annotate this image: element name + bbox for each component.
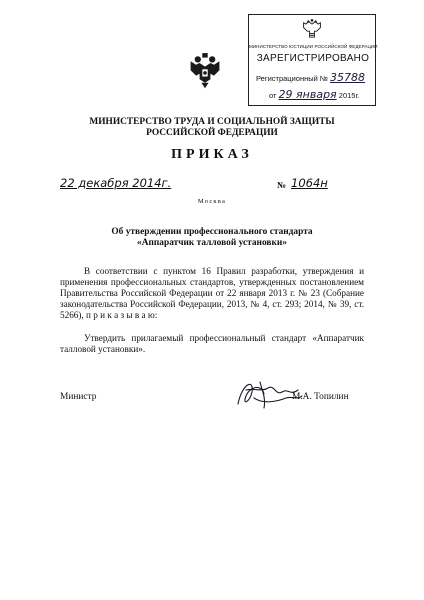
double-headed-eagle-icon [300, 18, 324, 42]
stamp-date-prefix: от [269, 91, 277, 100]
order-title [60, 227, 364, 249]
stamp-ministry-name: МИНИСТЕРСТВО ЮСТИЦИИ РОССИЙСКОЙ ФЕДЕРАЦИИ [249, 44, 378, 49]
order-title-line-1: Об утверждении профессионального стандарта [111, 227, 313, 237]
signatory-name: М.А. Топилин [292, 392, 349, 402]
stamp-reg-number-row [256, 71, 365, 84]
body-paragraph-1: В соответствии с пунктом 16 Правил разработки, утверждения и применения профессиональных стандартов, утвержденных постановлением Правительства Российской Федерации от 22 января 2013 г. № 23 (Собрание законодательства Российской Федерации, 2013, № 4, ст. 293; 2014, № 39, ст. 5266), п р и к а з ы в а ю: [60, 266, 364, 320]
ministry-line-2: РОССИЙСКОЙ ФЕДЕРАЦИИ [146, 128, 278, 138]
stamp-reg-number-label: Регистрационный № [256, 74, 328, 83]
signatory-role: Министр [60, 392, 97, 402]
document-type: ПРИКАЗ [171, 147, 253, 162]
stamp-date-row [269, 88, 359, 101]
stamp-date-handwritten: 29 января [278, 88, 337, 101]
ministry-line-1: МИНИСТЕРСТВО ТРУДА И СОЦИАЛЬНОЙ ЗАЩИТЫ [89, 117, 335, 127]
city: Москва [197, 198, 227, 205]
body-paragraph-2: Утвердить прилагаемый профессиональный стандарт «Аппаратчик талловой установки». [60, 333, 364, 354]
coat-of-arms-icon [187, 52, 223, 92]
stamp-registered-label: ЗАРЕГИСТРИРОВАНО [256, 53, 370, 64]
order-number-label: № [277, 180, 287, 190]
order-title-line-2: «Аппаратчик талловой установки» [137, 238, 287, 248]
order-number: 1064н [291, 176, 328, 190]
order-date: 22 декабря 2014г. [60, 176, 172, 190]
stamp-reg-number: 35788 [330, 71, 366, 84]
registration-stamp [248, 14, 376, 106]
ministry-name [60, 117, 364, 139]
stamp-date-year: 2015г. [338, 91, 360, 100]
